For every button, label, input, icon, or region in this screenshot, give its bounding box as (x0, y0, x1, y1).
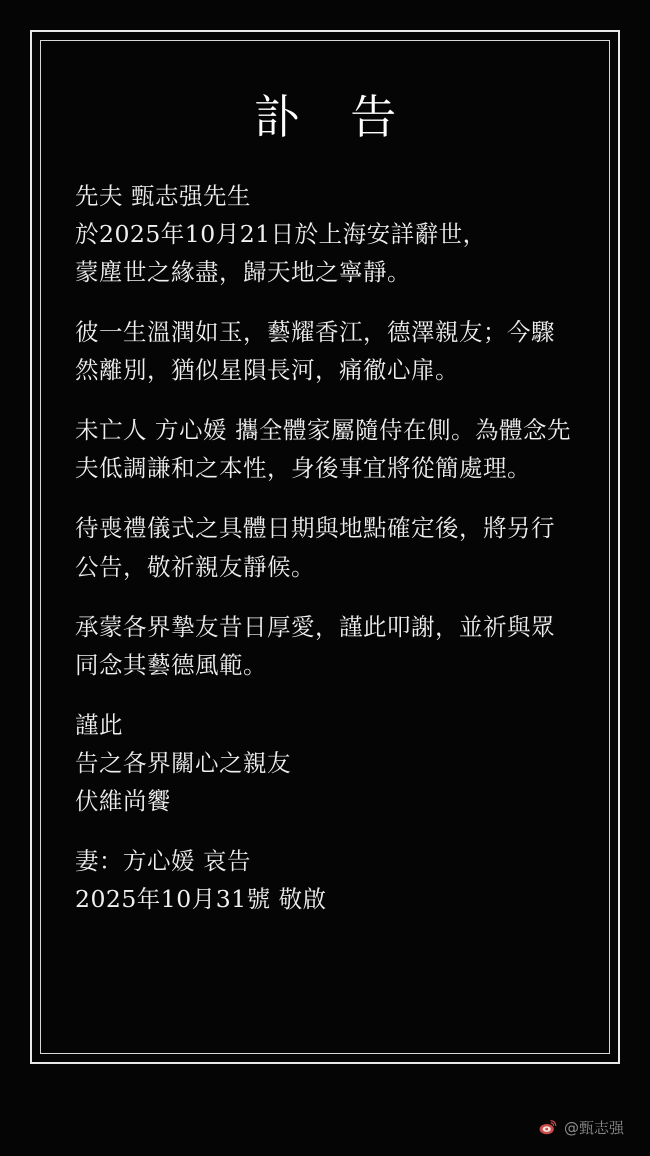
signature-paragraph: 妻：方心媛 哀告 2025年10月31號 敬啟 (75, 846, 327, 913)
watermark-handle: @甄志强 (563, 1119, 624, 1137)
paragraph: 待喪禮儀式之具體日期與地點確定後，將另行公告，敬祈親友靜候。 (75, 514, 555, 581)
paragraph: 未亡人 方心媛 攜全體家屬隨侍在側。為體念先夫低調謙和之本性，身後事宜將從簡處理。 (75, 416, 571, 483)
paragraph: 先夫 甄志强先生 於2025年10月21日於上海安詳辭世， 蒙塵世之緣盡，歸天地之寧靜。 (75, 182, 487, 287)
watermark (538, 1117, 624, 1138)
obituary-body (75, 177, 575, 918)
paragraph: 彼一生溫潤如玉，藝耀香江，德澤親友；今驟然離別，猶似星隕長河，痛徹心扉。 (75, 318, 555, 385)
weibo-icon (538, 1118, 557, 1137)
paragraph: 承蒙各界摯友昔日厚愛，謹此叩謝，並祈與眾同念其藝德風範。 (75, 612, 555, 679)
page-title: 訃 告 (253, 90, 415, 144)
poster-frame-inner (40, 40, 610, 1054)
poster-frame-outer (30, 30, 620, 1064)
closing-paragraph: 謹此 告之各界關心之親友 伏維尚饗 (75, 710, 291, 815)
poster-content (41, 41, 609, 1053)
